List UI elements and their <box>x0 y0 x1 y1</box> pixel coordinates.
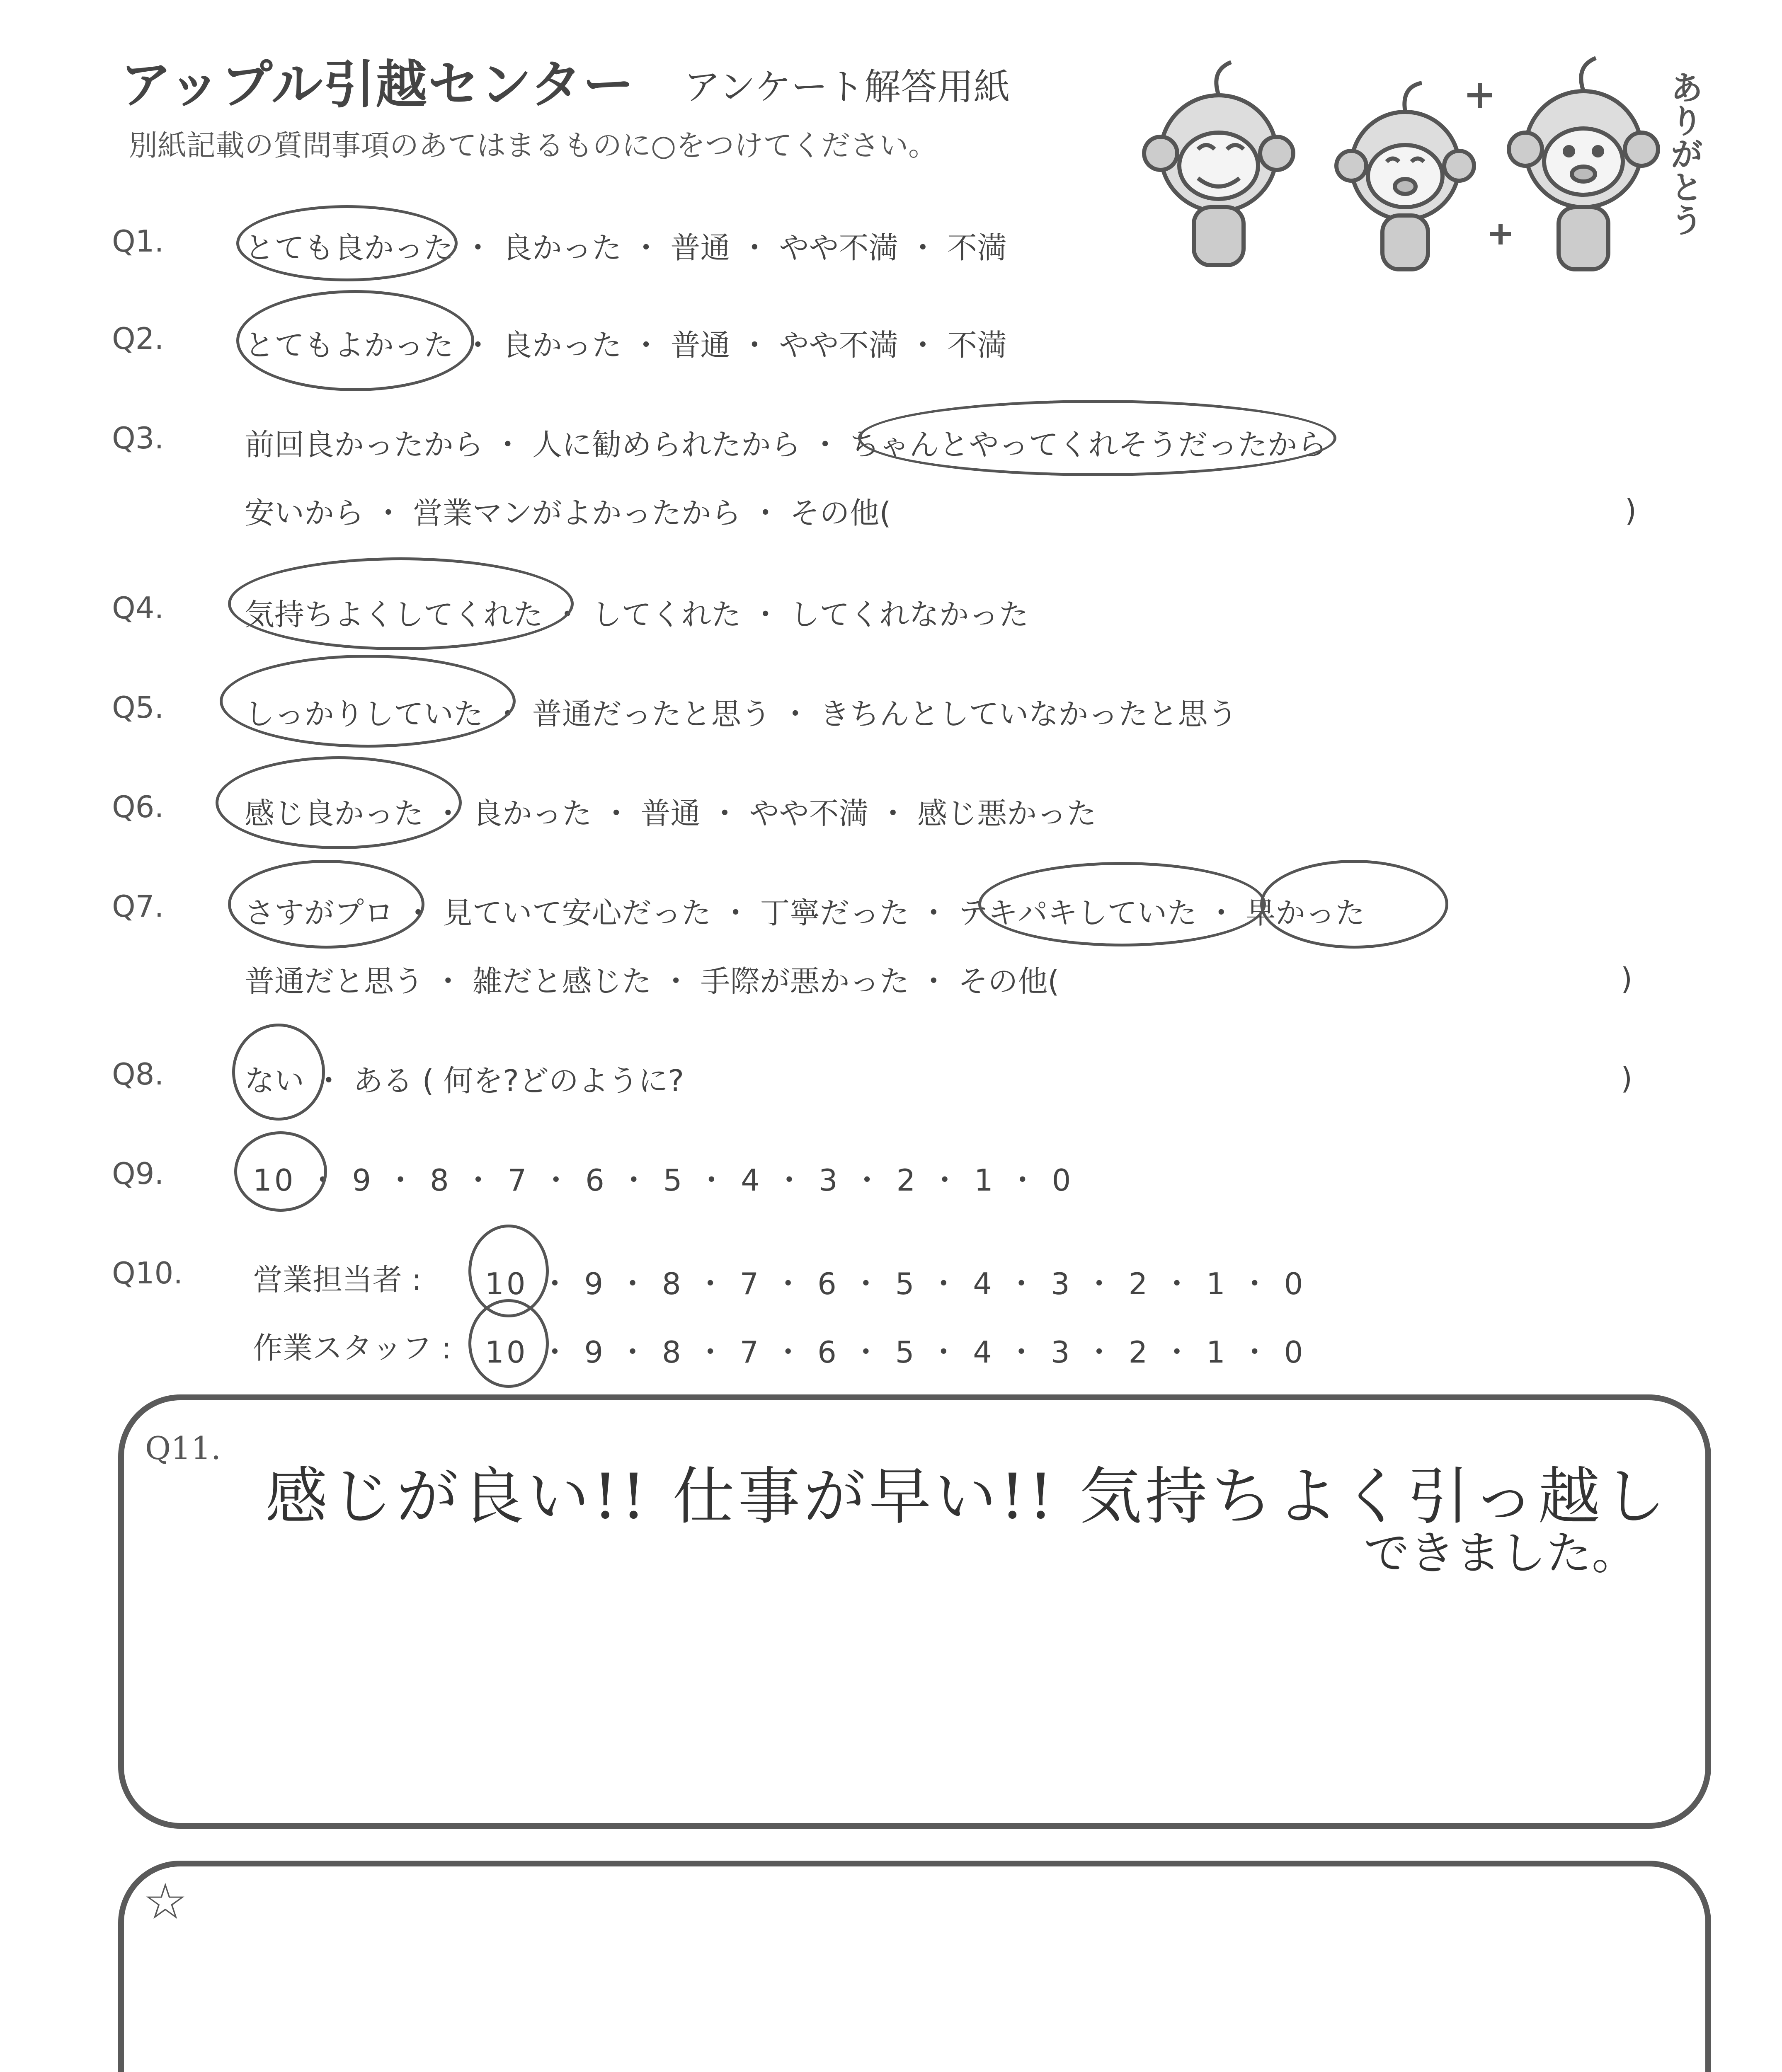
q2-options: とてもよかった ・ 良かった ・ 普通 ・ やや不満 ・ 不満 <box>245 328 1007 363</box>
q11-label: Q11. <box>145 1430 221 1467</box>
q7-selected-circle-2 <box>978 862 1266 946</box>
q10-sales-options: 10 ・ 9 ・ 8 ・ 7 ・ 6 ・ 5 ・ 4 ・ 3 ・ 2 ・ 1 ・ 0 <box>485 1266 1306 1301</box>
q10-staff-selected-circle <box>468 1299 549 1388</box>
q5-options: しっかりしていた ・ 普通だったと思う ・ きちんとしていなかったと思う <box>245 697 1238 731</box>
q8-label: Q8. <box>112 1057 164 1092</box>
q8-options: ない ・ ある ( 何を?どのように? <box>245 1063 684 1098</box>
q7-selected-circle-3 <box>1260 860 1448 949</box>
q7-label: Q7. <box>112 889 164 924</box>
q6-selected-circle <box>216 756 462 849</box>
q3-selected-circle <box>858 400 1336 476</box>
mascot-caption: ありがとう <box>1665 70 1703 236</box>
q4-selected-circle <box>228 557 574 650</box>
q10-staff-options: 10 ・ 9 ・ 8 ・ 7 ・ 6 ・ 5 ・ 4 ・ 3 ・ 2 ・ 1 ・ 0 <box>485 1335 1306 1370</box>
instruction-text: 別紙記載の質問事項のあてはまるものに○をつけてください。 <box>128 128 938 162</box>
q10-label: Q10. <box>112 1256 183 1290</box>
q10-staff-label: 作業スタッフ : <box>253 1331 452 1365</box>
q7-close-paren: ) <box>1621 961 1633 996</box>
q3-options-line2: 安いから ・ 営業マンがよかったから ・ その他( <box>245 496 891 530</box>
q4-options: 気持ちよくしてくれた ・ してくれた ・ してくれなかった <box>245 597 1029 632</box>
q7-selected-circle-1 <box>228 860 424 949</box>
q9-options: 10 ・ 9 ・ 8 ・ 7 ・ 6 ・ 5 ・ 4 ・ 3 ・ 2 ・ 1 ・ 0 <box>253 1163 1074 1198</box>
q11-handwritten-line1: 感じが良い!! 仕事が早い!! 気持ちよく引っ越し <box>265 1461 1669 1533</box>
q1-selected-circle <box>236 205 458 281</box>
q3-options-line1: 前回良かったから ・ 人に勧められたから ・ ちゃんとやってくれそうだったから <box>245 427 1327 462</box>
q5-label: Q5. <box>112 690 164 725</box>
q9-selected-circle <box>234 1131 327 1212</box>
page-title: アップル引越センター <box>120 55 635 115</box>
q6-label: Q6. <box>112 789 164 824</box>
q9-label: Q9. <box>112 1156 164 1191</box>
q5-selected-circle <box>220 655 516 748</box>
q10-sales-label: 営業担当者 : <box>253 1262 422 1297</box>
q1-label: Q1. <box>112 224 164 259</box>
q1-options: とても良かった ・ 良かった ・ 普通 ・ やや不満 ・ 不満 <box>245 230 1007 265</box>
q3-close-paren: ) <box>1625 493 1637 528</box>
q6-options: 感じ良かった ・ 良かった ・ 普通 ・ やや不満 ・ 感じ悪かった <box>245 796 1097 831</box>
q8-close-paren: ) <box>1621 1061 1633 1096</box>
free-comment-box <box>118 1861 1711 2072</box>
q2-label: Q2. <box>112 321 164 356</box>
q7-options-line2: 普通だと思う ・ 雑だと感じた ・ 手際が悪かった ・ その他( <box>245 964 1060 999</box>
q11-handwritten-line2: できました。 <box>1364 1527 1637 1580</box>
monkey-mascot-icons <box>1136 50 1708 282</box>
star-label: ☆ <box>143 1873 188 1931</box>
q7-options-line1: さすがプロ ・ 見ていて安心だった ・ 丁寧だった ・ テキパキしていた ・ 早かった <box>245 896 1365 930</box>
q8-selected-circle <box>232 1024 325 1121</box>
q2-selected-circle <box>236 290 474 391</box>
q3-label: Q3. <box>112 421 164 455</box>
page-subtitle: アンケート解答用紙 <box>684 65 1010 108</box>
q4-label: Q4. <box>112 591 164 625</box>
